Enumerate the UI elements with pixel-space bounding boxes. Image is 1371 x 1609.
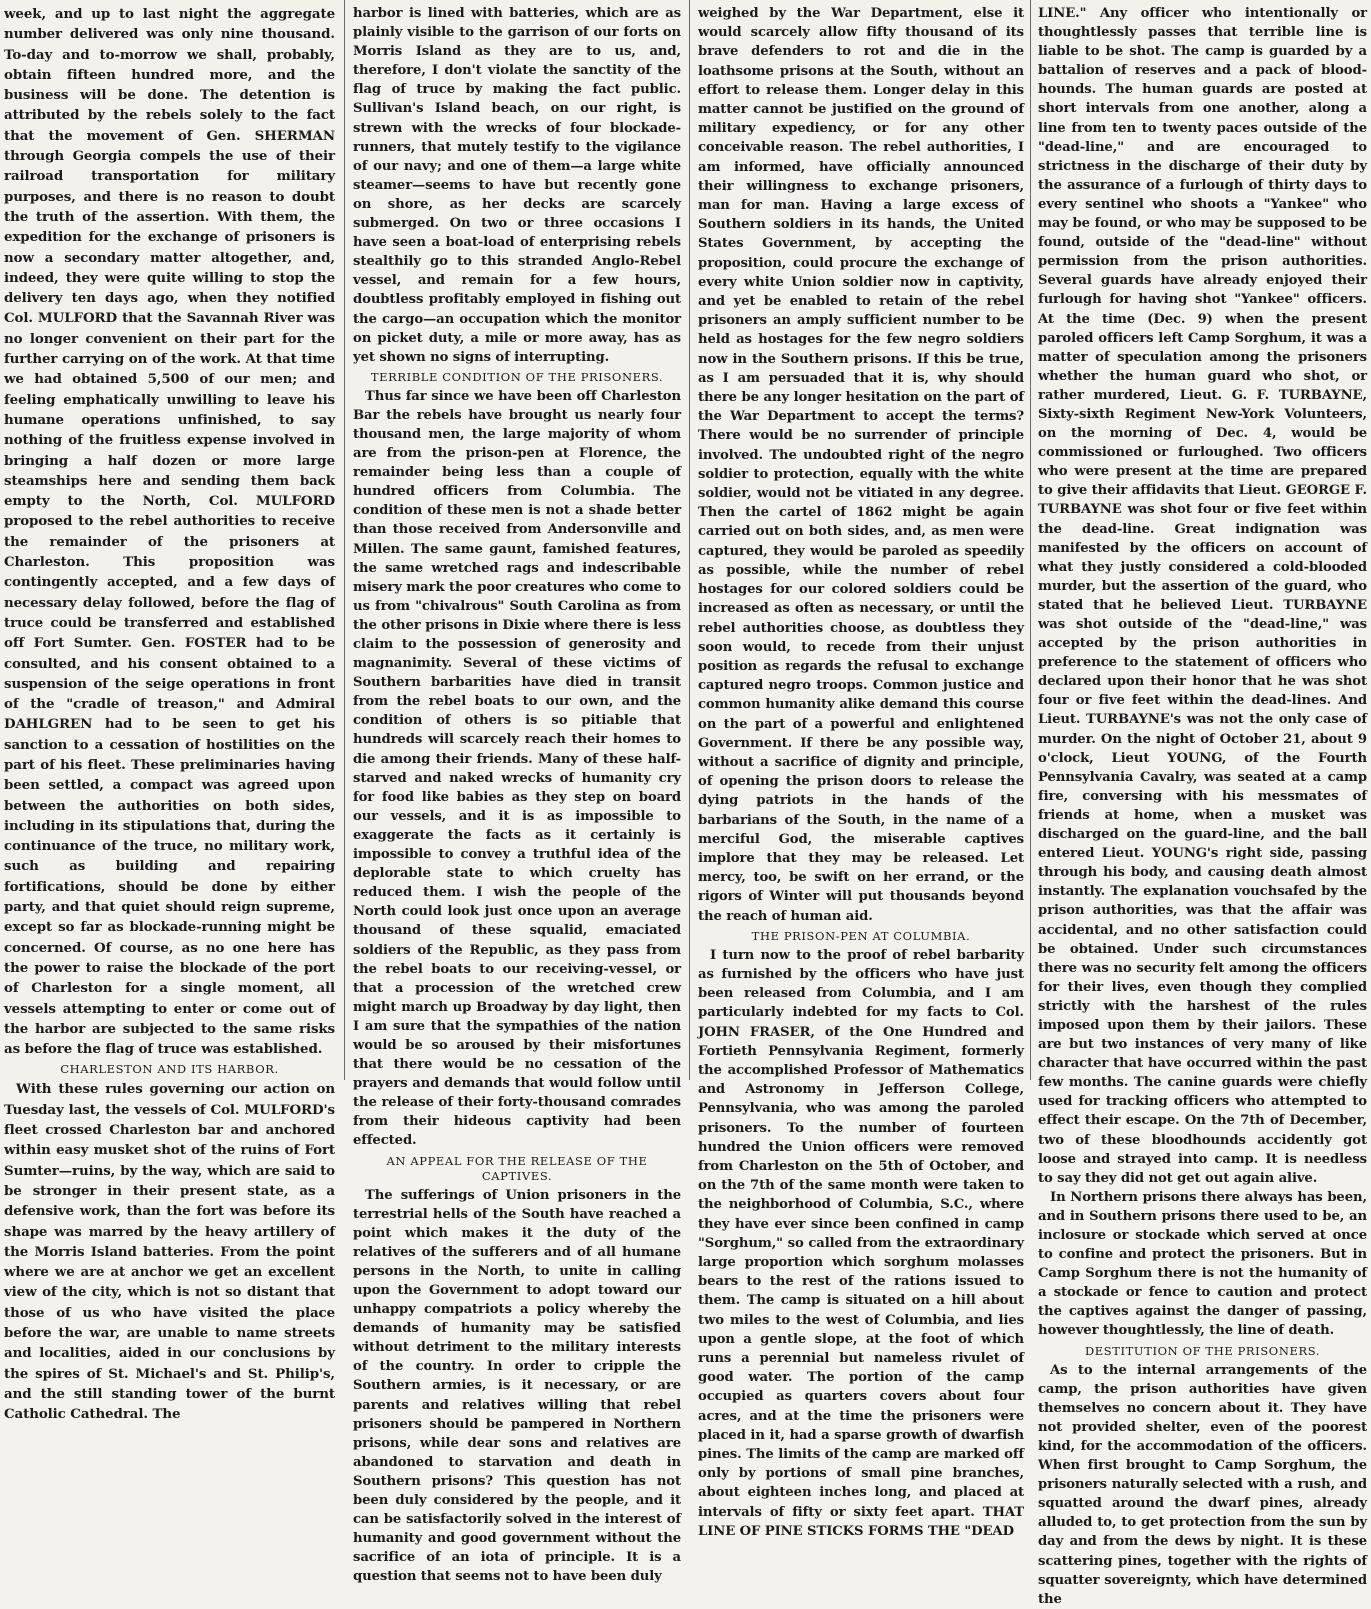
- column-4: [1034, 4, 1371, 1607]
- paragraph: Thus far since we have been off Charleston Bar the rebels have brought us nearly four thousand men, the large majority of whom are from the prison-pen at Florence, the remainder being less than a couple of hundred officers from Columbia. The condition of these men is not a shade better than those received from Andersonville and Millen. The same gaunt, famished features, the same wretched rags and indescribable misery mark the poor creatures who come to us from "chivalrous" South Carolina as from the other prisons in Dixie where there is less claim to the possession of generosity and magnanimity. Several of these victims of Southern barbarities have died in transit from the rebel boats to our own, and the condition of others is so pitiable that hundreds will scarcely reach their homes to die among their friends. Many of these half-starved and naked wrecks of humanity cry for food like babies as they step on board our vessels, and it is as impossible to exaggerate the facts as it certainly is impossible to convey a truthful idea of the deplorable state to which cruelty has reduced them. I wish the people of the North could look just once upon an average thousand of these squalid, emaciated soldiers of the Republic, as they pass from the rebel boats to our receiving-vessel, or that a procession of the wretched crew might march up Broadway by day light, then I am sure that the sympathies of the nation would be so aroused by their misfortunes that there would be no cessation of the prayers and demands that would follow until the release of their forty-thousand comrades from their hideous captivity had been effected.: [353, 388, 681, 1149]
- paragraph: harbor is lined with batteries, which are as plainly visible to the garrison of our forts on Morris Island as they are to us, and, therefore, I don't violate the sanctity of the flag of truce by making the fact public. Sullivan's Island beach, on our right, is strewn with the wrecks of four blockade-runners, that mutely testify to the vigilance of our navy; and one of them—a large white steamer—seems to have but recently gone on shore, as her decks are scarcely submerged. On two or three occasions I have seen a boat-load of enterprising rebels stealthily go to this stranded Anglo-Rebel vessel, and remain for a few hours, doubtless profitably employed in fishing out the cargo—an occupation which the monitor on picket duty, a mile or more away, has as yet shown no signs of interrupting.: [353, 6, 681, 365]
- column-rule: [689, 0, 690, 1080]
- section-heading: THE PRISON-PEN AT COLUMBIA.: [751, 928, 971, 943]
- column-rule: [1030, 0, 1031, 1080]
- column-rule: [344, 0, 345, 1080]
- section-heading: TERRIBLE CONDITION OF THE PRISONERS.: [370, 369, 664, 384]
- paragraph: As to the internal arrangements of the camp, the prison authorities have given themselves no concern about it. They have not provided shelter, even of the poorest kind, for the accommodation of the officers. When first brought to Camp Sorghum, the prisoners naturally selected with a rush, and squatted around the dwarf pines, already alluded to, to get protection from the sun by day and from the dews by night. It is these scattering pines, together with the rights of squatter sovereignty, which have determined the: [1038, 1362, 1367, 1607]
- column-2: [349, 4, 685, 1585]
- paragraph: week, and up to last night the aggregate number delivered was only nine thousand. To-day and to-morrow we shall, probably, obtain fifteen hundred more, and the business will be done. The detention is attributed by the rebels solely to the fact that the movement of Gen. SHERMAN through Georgia compels the use of their railroad transportation for military purposes, and there is no reason to doubt the truth of the assertion. With them, the expedition for the exchange of prisoners is now a secondary matter altogether, and, indeed, they were quite willing to stop the delivery ten days ago, when they notified Col. MULFORD that the Savannah River was no longer convenient on their part for the further carrying on of the work. At that time we had obtained 5,500 of our men; and feeling emphatically unwilling to leave his humane operations unfinished, to say nothing of the fruitless expense involved in bringing a half dozen or more large steamships here and sending them back empty to the North, Col. MULFORD proposed to the rebel authorities to receive the remainder of the prisoners at Charleston. This proposition was contingently accepted, and a few days of necessary delay followed, before the flag of truce could be transferred and established off Fort Sumter. Gen. FOSTER had to be consulted, and his consent obtained to a suspension of the seige operations in front of the "cradle of treason," and Admiral DAHLGREN had to be seen to get his sanction to a cessation of hostilities on the part of his fleet. These preliminaries having been settled, a compact was agreed upon between the authorities on both sides, including in its stipulations that, during the continuance of the truce, no military work, such as building and repairing fortifications, should be done by either party, and that quiet should reign supreme, except so far as blockade-running might be concerned. Of course, as no one here has the power to raise the blockade of the port of Charleston for a single moment, all vessels attempting to enter or come out of the harbor are subjected to the same risks as before the flag of truce was established.: [4, 6, 335, 1058]
- column-1: [0, 4, 339, 1423]
- paragraph: The sufferings of Union prisoners in the terrestrial hells of the South have reached a point which makes it the duty of the relatives of the sufferers and of all humane persons in the North, to unite in calling upon the Government to adopt toward our unhappy compatriots a policy whereby the demands of humanity may be satisfied without detriment to the military interests of the country. In order to cripple the Southern armies, is it necessary, or are parents and relatives willing that rebel prisoners should be pampered in Northern prisons, while dear sons and relatives are abandoned to starvation and death in Southern prisons? This question has not been duly considered by the people, and it can be satisfactorily solved in the interest of humanity and good government without the sacrifice of an iota of principle. It is a question that seems not to have been duly: [353, 1187, 681, 1585]
- section-heading: DESTITUTION OF THE PRISONERS.: [1084, 1343, 1321, 1358]
- paragraph: LINE." Any officer who intentionally or thoughtlessly passes that terrible line is liable to be shot. The camp is guarded by a battalion of reserves and a pack of blood-hounds. The human guards are posted at short intervals from one another, along a line from ten to twenty paces outside of the "dead-line," and are encouraged to strictness in the discharge of their duty by the assurance of a furlough of thirty days to every sentinel who shoots a "Yankee" who may be found, or who may be supposed to be found, outside of the "dead-line" without permission from the prison authorities. Several guards have already enjoyed their furlough for having shot "Yankee" officers. At the time (Dec. 9) when the present paroled officers left Camp Sorghum, it was a matter of speculation among the prisoners whether the human guard who shot, or rather murdered, Lieut. G. F. TURBAYNE, Sixty-sixth Regiment New-York Volunteers, on the morning of Dec. 4, would be commissioned or furloughed. Two officers who were present at the time are prepared to give their affidavits that Lieut. GEORGE F. TURBAYNE was shot four or five feet within the dead-line. Great indignation was manifested by the officers on account of what they justly considered a cold-blooded murder, but the assertion of the guard, who stated that he believed Lieut. TURBAYNE was shot outside of the "dead-line," was accepted by the prison authorities in preference to the statement of officers who declared upon their honor that he was shot four or five feet within the dead-lines. And Lieut. TURBAYNE's was not the only case of murder. On the night of October 21, about 9 o'clock, Lieut YOUNG, of the Fourth Pennsylvania Cavalry, was seated at a camp fire, conversing with his messmates of friends at home, when a musket was discharged on the guard-line, and the ball entered Lieut. YOUNG's right side, passing through his body, and causing death almost instantly. The explanation vouchsafed by the prison authorities, was that the affair was accidental, and no other satisfaction could be obtained. Under such circumstances there was no security felt among the officers for their lives, even though they complied strictly with the harshest of the rules imposed upon them by their jailors. These are but two instances of very many of like character that have occurred within the past few months. The canine guards were chiefly used for tracking officers who attempted to effect their escape. On the 7th of December, two of these bloodhounds accidently got loose and strayed into camp. It is needless to say they did not get out again alive.: [1038, 6, 1367, 1186]
- column-3: [694, 4, 1028, 1539]
- paragraph: weighed by the War Department, else it would scarcely allow fifty thousand of its brave defenders to rot and die in the loathsome prisons at the South, without an effort to release them. Longer delay in this matter cannot be justified on the ground of military expediency, or for any other conceivable reason. The rebel authorities, I am informed, have officially announced their willingness to exchange prisoners, man for man. Having a large excess of Southern soldiers in its hands, the United States Government, by accepting the proposition, could procure the exchange of every white Union soldier now in captivity, and yet be enabled to retain of the rebel prisoners an amply sufficient number to be held as hostages for the few negro soldiers now in the Southern prisons. If this be true, as I am persuaded that it is, why should there be any longer hesitation on the part of the War Department to accept the terms? There would be no surrender of principle involved. The undoubted right of the negro soldier to protection, equally with the white soldier, would not be vitiated in any degree. Then the cartel of 1862 might be again carried out on both sides, and, as men were captured, they would be paroled as speedily as possible, while the number of rebel hostages for our colored soldiers could be increased as often as necessary, or until the rebel authorities choose, as doubtless they soon would, to recede from their unjust position as regards the refusal to exchange captured negro troops. Common justice and common humanity alike demand this course on the part of a powerful and enlightened Government. If there be any possible way, without a sacrifice of dignity and principle, of opening the prison doors to release the dying patriots in the hands of the barbarians of the South, in the name of a merciful God, the miserable captives implore that they may be released. Let mercy, too, be swift on her errand, or the rigors of Winter will put thousands beyond the reach of human aid.: [698, 6, 1024, 924]
- paragraph: In Northern prisons there always has been, and in Southern prisons there used to be, an inclosure or stockade which served at once to confine and protect the prisoners. But in Camp Sorghum there is not the humanity of a stockade or fence to caution and protect the captives against the danger of passing, however thoughtlessly, the line of death.: [1038, 1189, 1367, 1339]
- section-heading: CHARLESTON AND ITS HARBOR.: [60, 1062, 279, 1077]
- paragraph: With these rules governing our action on Tuesday last, the vessels of Col. MULFORD's fleet crossed Charleston bar and anchored within easy musket shot of the ruins of Fort Sumter—ruins, by the way, which are said to be stronger in their present state, as a defensive work, than the fort was before its shape was marred by the heavy artillery of the Morris Island batteries. From the point where we are at anchor we get an excellent view of the city, which is not so distant that those of us who have visited the place before the war, are unable to name streets and localities, aided in our conclusions by the spires of St. Michael's and St. Philip's, and the still standing tower of the burnt Catholic Cathedral. The: [4, 1081, 335, 1423]
- section-heading: AN APPEAL FOR THE RELEASE OF THE CAPTIVES.: [386, 1153, 648, 1183]
- paragraph: I turn now to the proof of rebel barbarity as furnished by the officers who have just been released from Columbia, and I am particularly indebted for my facts to Col. JOHN FRASER, of the One Hundred and Fortieth Pennsylvania Regiment, formerly the accomplished Professor of Mathematics and Astronomy in Jefferson College, Pennsylvania, who was among the paroled prisoners. To the number of fourteen hundred the Union officers were removed from Charleston on the 5th of October, and on the 7th of the same month were taken to the neighborhood of Columbia, S.C., where they have ever since been confined in camp "Sorghum," so called from the extraordinary large proportion which sorghum molasses bears to the rest of the rations issued to them. The camp is situated on a hill about two miles to the west of Columbia, and lies upon a gentle slope, at the foot of which runs a perennial but nameless rivulet of good water. The portion of the camp occupied as quarters covers about four acres, and at the time the prisoners were placed in it, had a sparse growth of dwarfish pines. The limits of the camp are marked off only by portions of small pine branches, about eighteen inches long, and placed at intervals of fifty or sixty feet apart. THAT LINE OF PINE STICKS FORMS THE "DEAD: [698, 947, 1024, 1539]
